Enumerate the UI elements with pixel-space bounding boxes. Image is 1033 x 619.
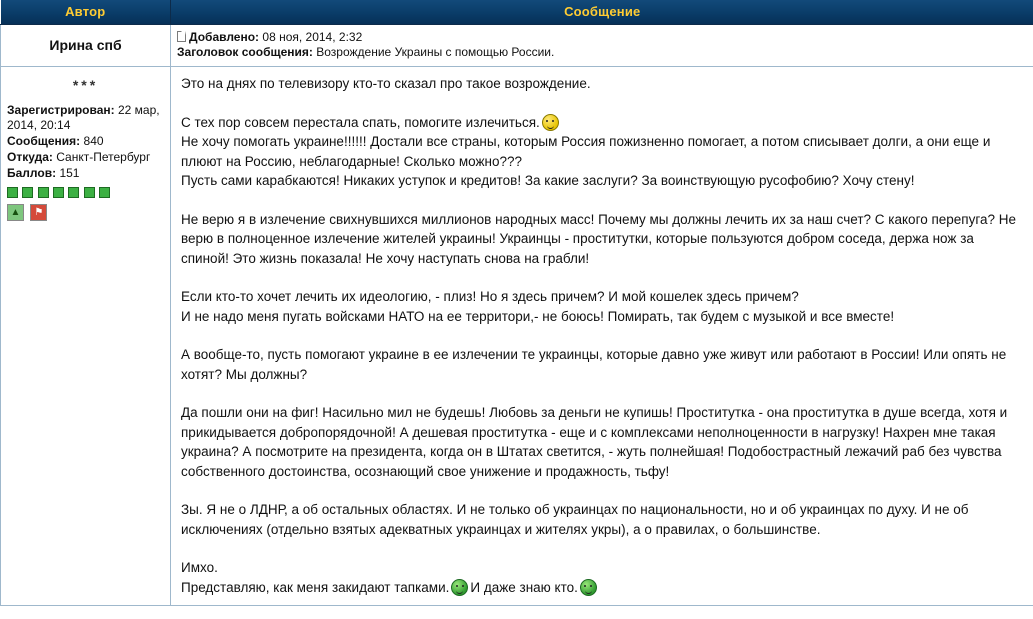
added-label: Добавлено: — [189, 30, 260, 44]
post-paragraph-with-smiley — [181, 113, 1025, 133]
post-meta-row — [1, 25, 1033, 67]
rank-progress-bar — [7, 185, 164, 199]
table-header-row — [1, 0, 1033, 25]
post-paragraph: Пусть сами карабкаются! Никаких уступок и кредитов! За какие заслуги? За воинствующую русофобию? Хочу стену! — [181, 173, 915, 188]
flag-icon[interactable]: ⚑ — [30, 204, 47, 221]
profile-action-icons — [7, 204, 164, 221]
points-value: 151 — [59, 166, 80, 180]
paragraph-spacer — [181, 326, 1025, 345]
post-body-row — [1, 67, 1033, 606]
rank-box — [84, 187, 95, 198]
points-line — [7, 166, 164, 181]
post-paragraph: Имхо. — [181, 560, 218, 575]
document-icon — [177, 31, 186, 42]
rank-box — [99, 187, 110, 198]
post-subject-line — [177, 45, 1027, 60]
rank-box — [68, 187, 79, 198]
post-paragraph: Зы. Я не о ЛДНР, а об остальных областях. И не только об украинцах по национальности, но и об украинцах по духу. И не об исключениях (отдельно взятых адекватных украинцах и жителях укры), а о правилах, о большинстве. — [181, 502, 969, 537]
paragraph-spacer — [181, 94, 1025, 113]
registered-label: Зарегистрирован: — [7, 103, 115, 117]
subject-label: Заголовок сообщения: — [177, 45, 313, 59]
rank-box — [7, 187, 18, 198]
rank-box — [38, 187, 49, 198]
post-paragraph: Не верю я в излечение свихнувшихся миллионов народных масс! Почему мы должны лечить их за наш счет? С какого перепуга? Не верю в полноценное излечение жителей украины! Украинцы - проститутки, которые пользуются добром соседа, держа нож за спиной! Это жизнь показала! Не хочу наступать снова на грабли! — [181, 211, 1016, 266]
registered-line — [7, 103, 164, 133]
paragraph-spacer — [181, 191, 1025, 210]
post-meta — [171, 25, 1033, 67]
post-paragraph: Да пошли они на фиг! Насильно мил не будешь! Любовь за деньги не купишь! Проститутка - она проститутка в душе всегда, хотя и прикидывается добропорядочной! А дешевая проститутка - еще и с комплексами неполноценности в нагрузку! Нахрен мне такая украина? А посмотрите на президента, когда он в Штатах светится, - жуть полнейшая! Подобострастный лежачий раб без чувства собственного достоинства, осознающий свое унижение и продажность, тьфу! — [181, 405, 1008, 479]
post-paragraph: Это на днях по телевизору кто-то сказал про такое возрождение. — [181, 76, 591, 91]
smiley-grin-icon — [580, 579, 597, 596]
location-value: Санкт-Петербург — [56, 150, 151, 164]
points-label: Баллов: — [7, 166, 57, 180]
column-header-message: Сообщение — [171, 0, 1033, 25]
smiley-grin-icon — [451, 579, 468, 596]
post-paragraph: Не хочу помогать украине!!!!!! Достали все страны, которым Россия пожизненно помогает, а потом списывает долги, а они еще и плюют на Россию, неблагодарные! Сколько можно??? — [181, 134, 991, 169]
messages-label: Сообщения: — [7, 134, 81, 148]
rank-box — [53, 187, 64, 198]
post-paragraph: А вообще-то, пусть помогают украине в ее излечении те украинцы, которые давно уже живут или работают в России! Или опять не хотят? Мы должны? — [181, 347, 1007, 382]
added-date: 08 ноя, 2014, 2:32 — [262, 30, 363, 44]
post-added-line — [177, 30, 1027, 45]
author-name[interactable]: Ирина спб — [1, 25, 171, 67]
messages-value: 840 — [83, 134, 104, 148]
paragraph-spacer — [181, 384, 1025, 403]
thumbs-up-icon[interactable]: ▲ — [7, 204, 24, 221]
paragraph-spacer — [181, 268, 1025, 287]
rank-box — [22, 187, 33, 198]
location-line — [7, 150, 164, 165]
subject-text: Возрождение Украины с помощью России. — [316, 45, 555, 59]
post-paragraph-text: С тех пор совсем перестала спать, помогите излечиться. — [181, 114, 540, 130]
post-paragraph: И не надо меня пугать войсками НАТО на ее территори,- не боюсь! Помирать, так будем с музыкой и все вместе! — [181, 308, 895, 324]
registered-value: 22 мар, 2014, 20:14 — [7, 103, 160, 132]
post-paragraph-text: Представляю, как меня закидают тапками. — [181, 579, 450, 595]
post-paragraph: Если кто-то хочет лечить их идеологию, - плиз! Но я здесь причем? И мой кошелек здесь причем? — [181, 289, 799, 304]
paragraph-spacer — [181, 481, 1025, 500]
location-label: Откуда: — [7, 150, 53, 164]
smiley-sad-icon — [542, 114, 559, 131]
post-body — [171, 67, 1033, 606]
post-paragraph-with-smiley — [181, 578, 1025, 598]
column-header-author: Автор — [1, 0, 171, 25]
messages-line — [7, 134, 164, 149]
post-paragraph-text-2: И даже знаю кто. — [470, 579, 578, 595]
author-rank-stars: *** — [72, 77, 99, 93]
author-profile — [1, 67, 171, 606]
paragraph-spacer — [181, 539, 1025, 558]
